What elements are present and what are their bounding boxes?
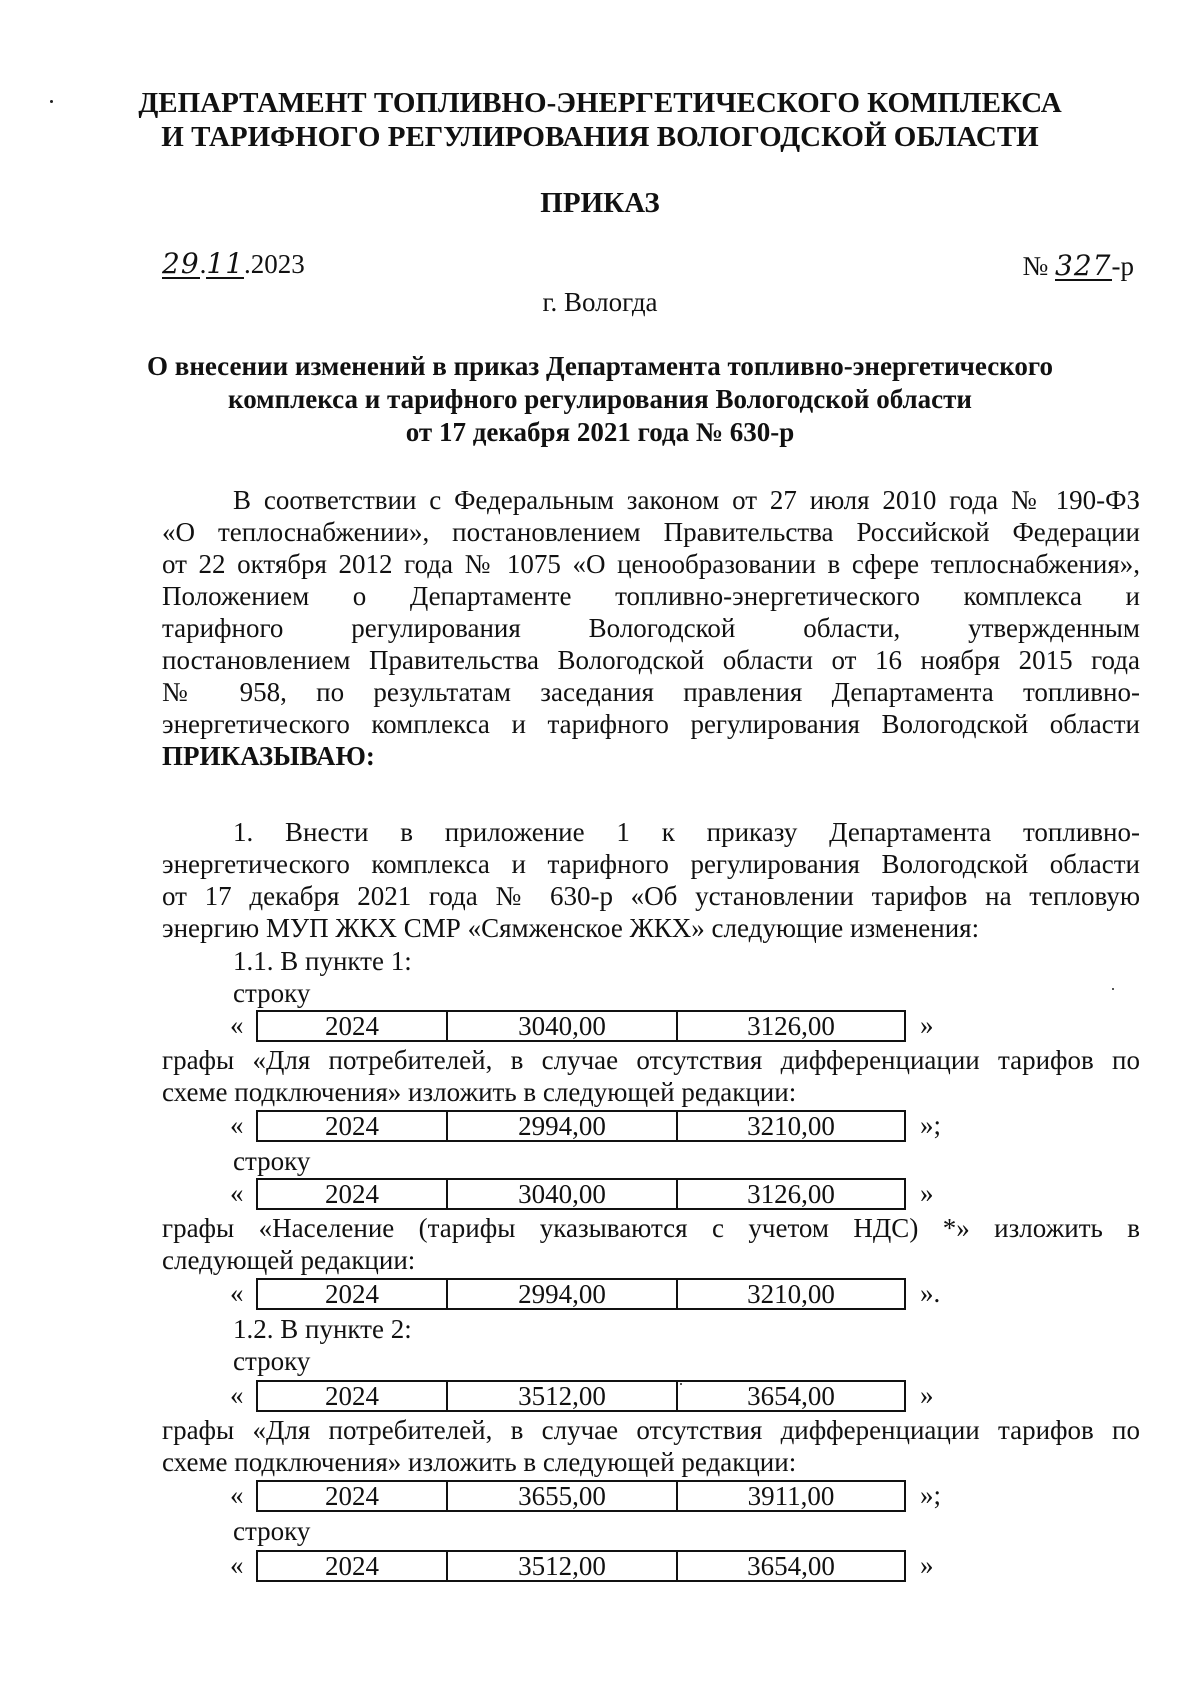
scan-speck — [680, 1383, 682, 1385]
year-cell: 2024 — [258, 1482, 448, 1510]
title-line-2: комплекса и тарифного регулирования Вологодской области — [228, 384, 972, 414]
item1-line: 1. Внести в приложение 1 к приказу Департамента топливно- — [233, 817, 1140, 847]
city: г. Вологда — [542, 287, 658, 317]
tariff-table — [256, 1110, 906, 1142]
preamble-line: «О теплоснабжении», постановлением Правительства Российской Федерации — [162, 517, 1140, 547]
value-cell-1: 2994,00 — [448, 1280, 678, 1308]
item1-line: энергию МУП ЖКХ СМР «Сямженское ЖКХ» следующие изменения: — [162, 913, 980, 943]
grafy-line: следующей редакции: — [162, 1245, 416, 1275]
year-cell: 2024 — [258, 1280, 448, 1308]
year-cell: 2024 — [258, 1112, 448, 1140]
grafy-line: графы «Население (тарифы указываются с учетом НДС) *» изложить в — [162, 1213, 1140, 1243]
value-cell-2: 3126,00 — [747, 1010, 835, 1041]
value-cell-2: 3126,00 — [747, 1178, 835, 1209]
grafy-line: графы «Для потребителей, в случае отсутствия дифференциации тарифов по — [162, 1415, 1140, 1445]
value-cell-1: 3040,00 — [448, 1012, 678, 1040]
value-cell-1: 3655,00 — [448, 1482, 678, 1510]
stroku-label: строку — [233, 1346, 311, 1376]
number-handwritten: 327 — [1055, 249, 1112, 282]
subitem-1-2-label: 1.2. В пункте 2: — [233, 1314, 412, 1344]
value-cell-2: 3911,00 — [747, 1480, 835, 1511]
department-name-line-2: И ТАРИФНОГО РЕГУЛИРОВАНИЯ ВОЛОГОДСКОЙ ОБЛАСТИ — [161, 121, 1039, 153]
tariff-table — [256, 1380, 906, 1412]
date-year: .2023 — [244, 249, 305, 279]
value-cell-1: 3040,00 — [448, 1180, 678, 1208]
document-page: ДЕПАРТАМЕНТ ТОПЛИВНО-ЭНЕРГЕТИЧЕСКОГО КОМПЛЕКСА И ТАРИФНОГО РЕГУЛИРОВАНИЯ ВОЛОГОДСКОЙ ОБЛАСТИ ПРИКАЗ 29.11.2023 № 327-р г. Вологда О внесении изменений в приказ Департамента топливно-энергетического комплекса и тарифного регулирования Вологодской области от 17 декабря 2021 года № 630-р В соответствии с Федеральным законом от 27 июля 2010 года № 190-ФЗ «О теплоснабжении», постановлением Правительства Российской Федерации от 22 октября 2012 года № 1075 «О ценообразовании в сфере теплоснабжения», Положением о Департаменте топливно-энергетического комплекса и тарифного регулирования Вологодской области, утвержденным постановлением Правительства Вологодской области от 16 ноября 2015 года № 958, по результатам заседания правления Департамента топливно- энергетического комплекса и тарифного регулирования Вологодской области ПРИКАЗЫВАЮ: 1. Внести в приложение 1 к приказу Департамента топливно- энергетического комплекса и тарифного регулирования Вологодской области от 17 декабря 2021 года № 630-р «Об установлении тарифов на тепловую энергию МУП ЖКХ СМР «Сямженское ЖКХ» следующие изменения: 1.1. В пункте 1: строку « 2024 3040,00 3126,00 » графы «Для потребителей, в случае отсутствия дифференциации тарифов по схеме подключения» изложить в следующей редакции: « 2024 2994,00 3210,00 »; строку « 2024 3040,00 3126,00 » графы «Население (тарифы указываются с учетом НДС) *» изложить в следующей редакции: « 2024 2994,00 3210,00 ». 1.2. В пункте 2: строку « 2024 3512,00 3654,00 » графы «Для потребителей, в случае отсутствия дифференциации тарифов по схеме подключения» изложить в следующей редакции: « 2024 3655,00 3911,00 »; строку « 2024 3512,00 3654,00 » — [0, 0, 1200, 1695]
grafy-line: графы «Для потребителей, в случае отсутствия дифференциации тарифов по — [162, 1045, 1140, 1075]
value-cell-2: 3654,00 — [747, 1550, 835, 1581]
year-cell: 2024 — [258, 1180, 448, 1208]
item1-line: энергетического комплекса и тарифного регулирования Вологодской области — [162, 849, 1140, 879]
value-cell-1: 2994,00 — [448, 1112, 678, 1140]
scan-speck — [1112, 988, 1114, 990]
year-cell: 2024 — [258, 1552, 448, 1580]
value-cell-1: 3512,00 — [448, 1382, 678, 1410]
grafy-line: схеме подключения» изложить в следующей редакции: — [162, 1447, 797, 1477]
title-line-1: О внесении изменений в приказ Департамента топливно-энергетического — [146, 351, 1053, 381]
tariff-table — [256, 1178, 906, 1210]
preamble-line: тарифного регулирования Вологодской области, утвержденным — [162, 613, 1140, 643]
tariff-table — [256, 1278, 906, 1310]
value-cell-2: 3210,00 — [747, 1278, 835, 1309]
scan-speck — [50, 100, 53, 103]
tariff-table — [256, 1480, 906, 1512]
date-month-handwritten: 11 — [206, 247, 245, 280]
grafy-line: схеме подключения» изложить в следующей редакции: — [162, 1077, 797, 1107]
preamble-line: постановлением Правительства Вологодской области от 16 ноября 2015 года — [162, 645, 1140, 675]
order-word: ПРИКАЗЫВАЮ: — [162, 741, 375, 771]
stroku-label: строку — [233, 1516, 311, 1546]
date-day-handwritten: 29 — [162, 247, 200, 280]
item1-line: от 17 декабря 2021 года № 630-р «Об установлении тарифов на тепловую — [162, 881, 1140, 911]
value-cell-1: 3512,00 — [448, 1552, 678, 1580]
value-cell-2: 3654,00 — [747, 1380, 835, 1411]
value-cell-2: 3210,00 — [747, 1110, 835, 1141]
order-number — [1023, 250, 1134, 282]
title-line-3: от 17 декабря 2021 года № 630-р — [405, 417, 795, 447]
year-cell: 2024 — [258, 1382, 448, 1410]
stroku-label: строку — [233, 1146, 311, 1176]
year-cell: 2024 — [258, 1012, 448, 1040]
subitem-1-1-label: 1.1. В пункте 1: — [233, 946, 412, 976]
document-type: ПРИКАЗ — [540, 187, 660, 219]
order-date: 29.11.2023 — [162, 247, 305, 280]
number-suffix: -р — [1111, 251, 1134, 281]
department-name-line-1: ДЕПАРТАМЕНТ ТОПЛИВНО-ЭНЕРГЕТИЧЕСКОГО КОМПЛЕКСА — [138, 87, 1062, 119]
preamble-line: от 22 октября 2012 года № 1075 «О ценообразовании в сфере теплоснабжения», — [162, 549, 1140, 579]
number-prefix: № — [1022, 251, 1049, 281]
tariff-table — [256, 1010, 906, 1042]
preamble-line: В соответствии с Федеральным законом от 27 июля 2010 года № 190-ФЗ — [233, 485, 1140, 515]
stroku-label: строку — [233, 978, 311, 1008]
tariff-table — [256, 1550, 906, 1582]
preamble-line: № 958, по результатам заседания правления Департамента топливно- — [162, 677, 1140, 707]
preamble-line: энергетического комплекса и тарифного регулирования Вологодской области — [162, 709, 1140, 739]
preamble-line: Положением о Департаменте топливно-энергетического комплекса и — [162, 581, 1140, 611]
